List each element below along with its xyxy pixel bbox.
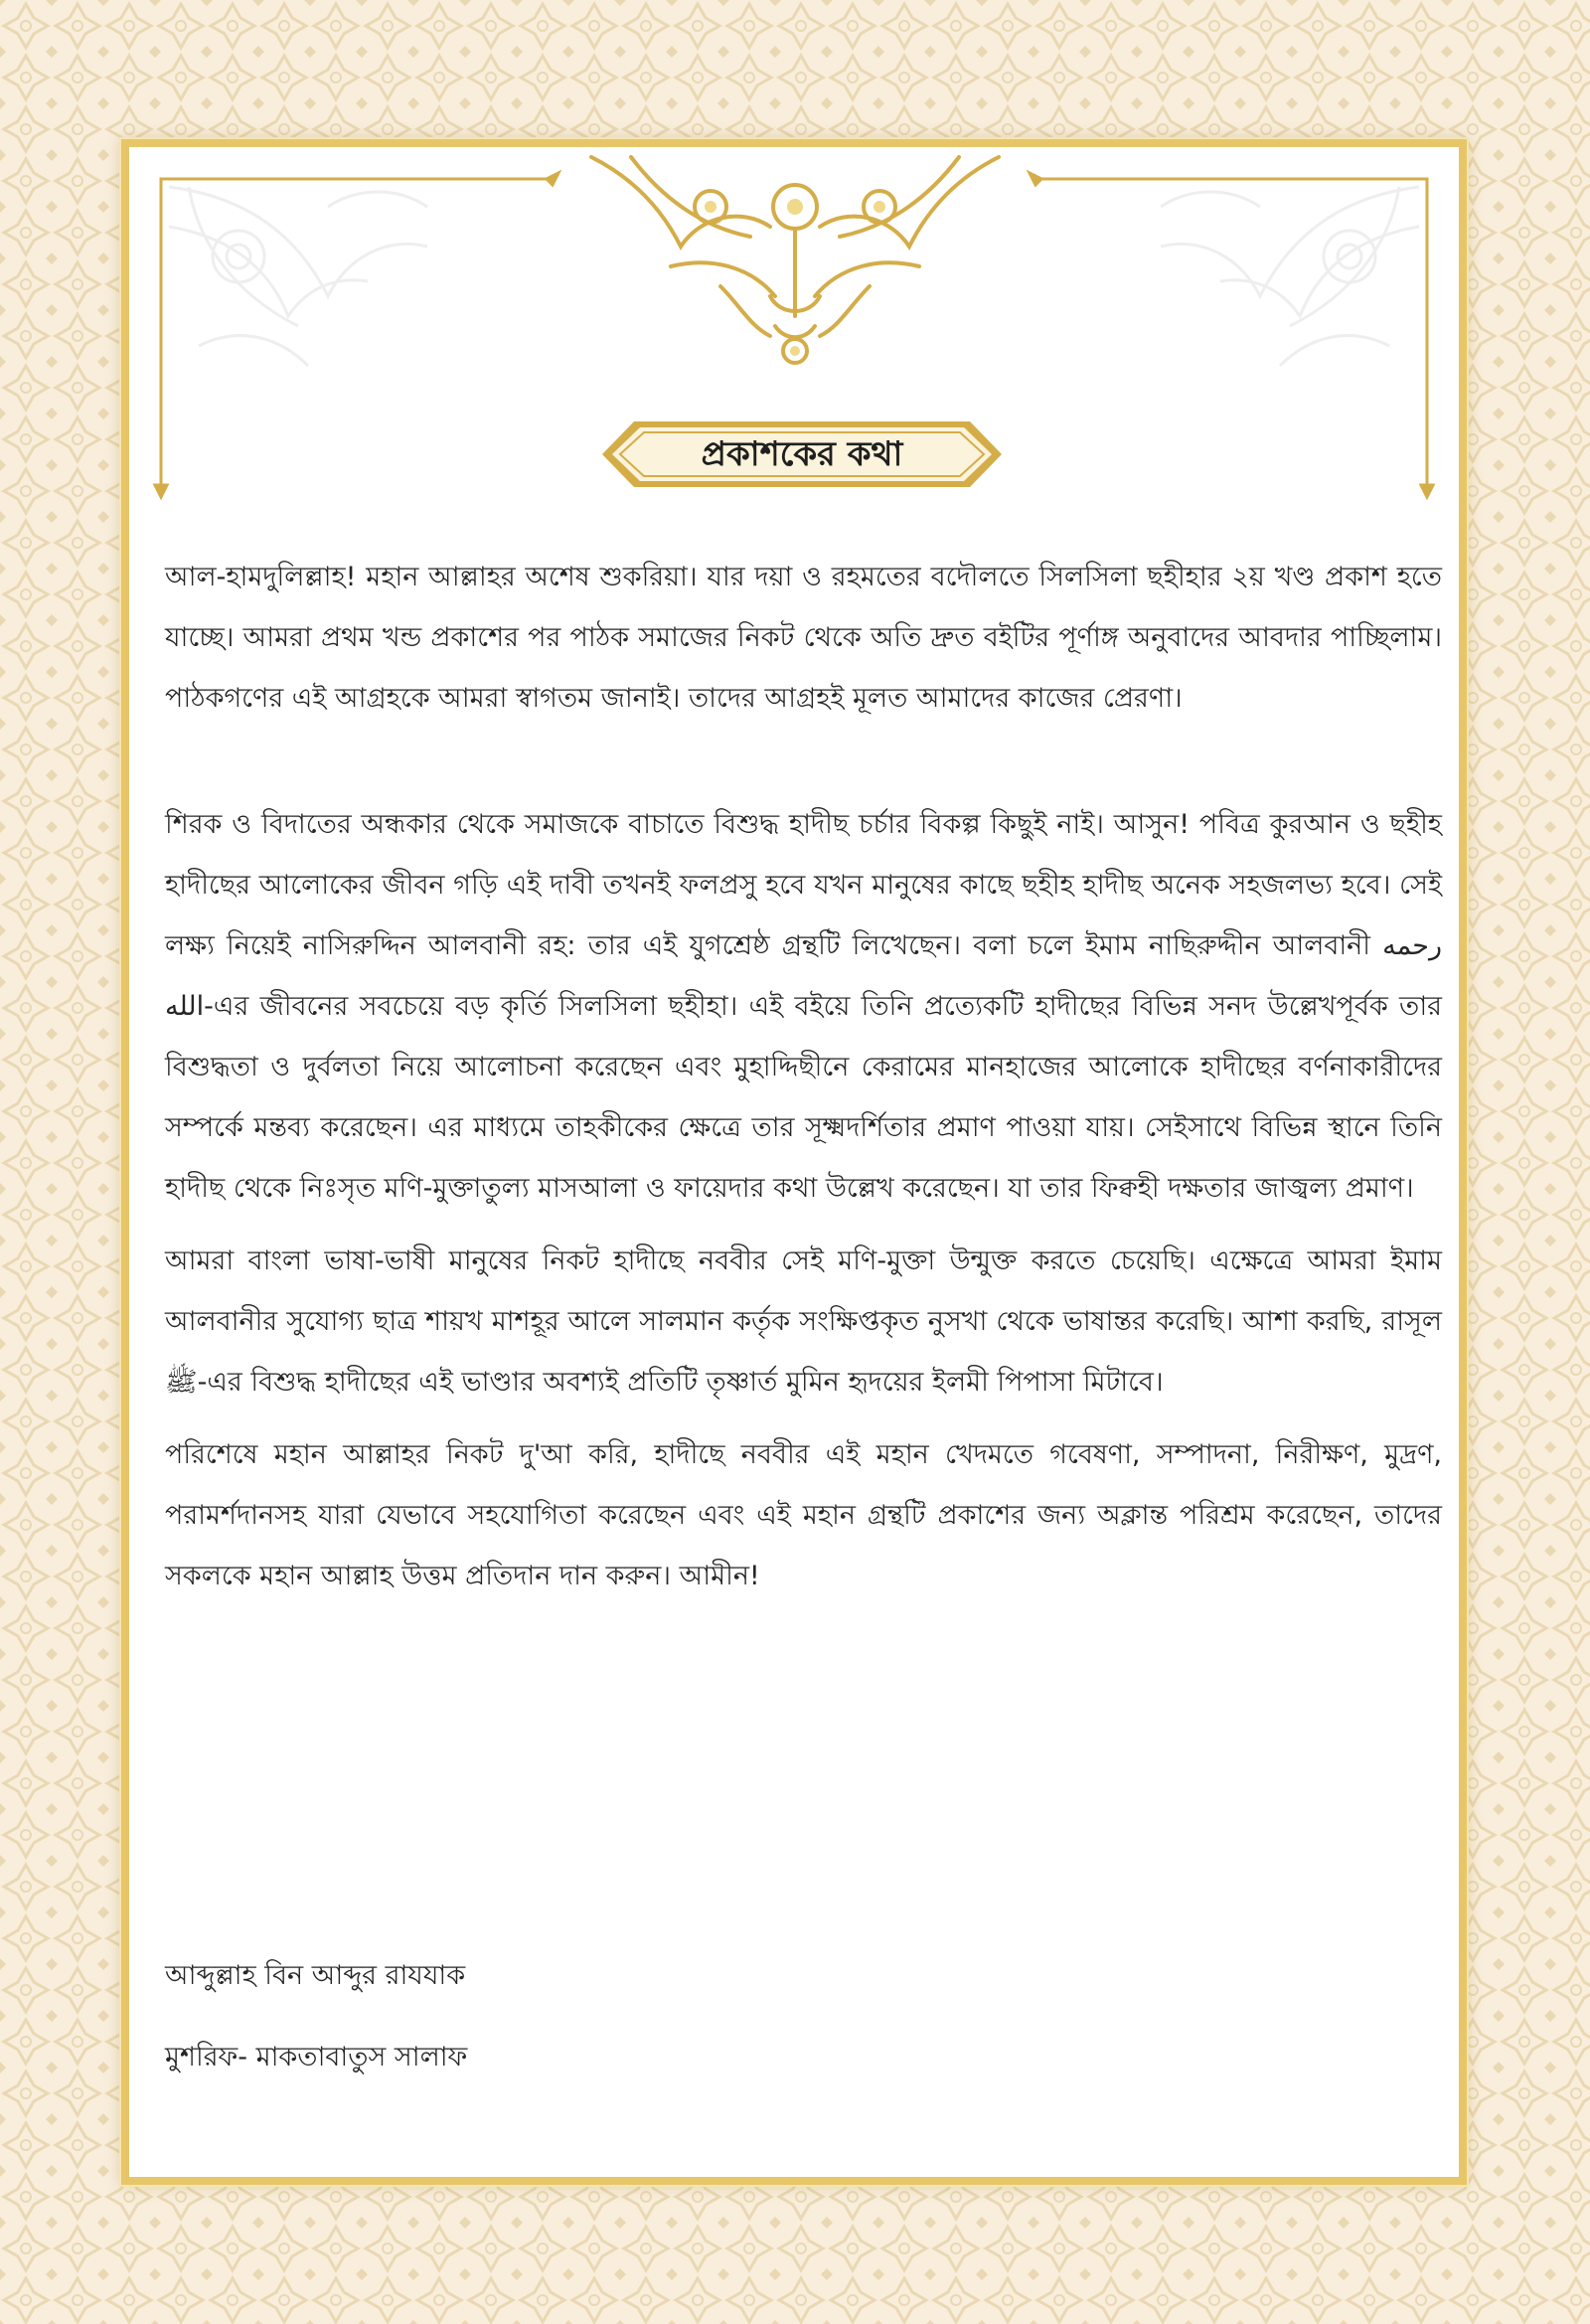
corner-ornament-left — [129, 147, 566, 505]
corner-ornament-right — [1022, 147, 1459, 505]
signature-role: মুশরিফ- মাকতাবাতুস সালাফ — [165, 2042, 468, 2073]
signature-block — [165, 1956, 467, 2077]
page-title: প্রকাশকের কথা — [701, 434, 903, 474]
title-banner — [598, 415, 1006, 493]
top-center-ornament — [571, 147, 1019, 376]
paragraph-1: আল-হামদুলিল্লাহ! মহান আল্লাহর অশেষ শুকরিয়া। যার দয়া ও রহমতের বদৌলতে সিলসিলা ছহীহার ২য় খণ্ড প্রকাশ হতে যাচ্ছে। আমরা প্রথম খন্ড প্রকাশের পর পাঠক সমাজের নিকট থেকে অতি দ্রুত বইটির পূর্ণাঙ্গ অনুবাদের আবদার পাচ্ছিলাম। পাঠকগণের এই আগ্রহকে আমরা স্বাগতম জানাই। তাদের আগ্রহই মূলত আমাদের কাজের প্রেরণা। — [165, 562, 1442, 714]
paragraph-3: আমরা বাংলা ভাষা-ভাষী মানুষের নিকট হাদীছে নববীর সেই মণি-মুক্তা উন্মুক্ত করতে চেয়েছি। এক্ষেত্রে আমরা ইমাম আলবানীর সুযোগ্য ছাত্র শায়খ মাশহূর আলে সালমান কর্তৃক সংক্ষিপ্তকৃত নুসখা থেকে ভাষান্তর করেছি। আশা করছি, রাসূল ﷺ-এর বিশুদ্ধ হাদীছের এই ভাণ্ডার অবশ্যই প্রতিটি তৃষ্ণার্ত মুমিন হৃদয়ের ইলমী পিপাসা মিটাবে। — [165, 1245, 1442, 1398]
paragraph-4: পরিশেষে মহান আল্লাহর নিকট দু'আ করি, হাদীছে নববীর এই মহান খেদমতে গবেষণা, সম্পাদনা, নিরীক্ষণ, মুদ্রণ, পরামর্শদানসহ যারা যেভাবে সহযোগিতা করেছেন এবং এই মহান গ্রন্থটি প্রকাশের জন্য অক্লান্ত পরিশ্রম করেছেন, তাদের সকলকে মহান আল্লাহ উত্তম প্রতিদান দান করুন। আমীন! — [165, 1439, 1442, 1591]
signature-name: আব্দুল্লাহ বিন আব্দুর রাযযাক — [165, 1960, 466, 1991]
paragraph-2: শিরক ও বিদাতের অন্ধকার থেকে সমাজকে বাচাতে বিশুদ্ধ হাদীছ চর্চার বিকল্প কিছুই নাই। আসুন! পবিত্র কুরআন ও ছহীহ হাদীছের আলোকের জীবন গড়ি এই দাবী তখনই ফলপ্রসু হবে যখন মানুষের কাছে ছহীহ হাদীছ অনেক সহজলভ্য হবে। সেই লক্ষ্য নিয়েই নাসিরুদ্দিন আলবানী রহ: তার এই যুগশ্রেষ্ঠ গ্রন্থটি লিখেছেন। বলা চলে ইমাম নাছিরুদ্দীন আলবানী رحمه الله-এর জীবনের সবচেয়ে বড় কৃর্তি সিলসিলা ছহীহা। এই বইয়ে তিনি প্রত্যেকটি হাদীছের বিভিন্ন সনদ উল্লেখপূর্বক তার বিশুদ্ধতা ও দুর্বলতা নিয়ে আলোচনা করেছেন এবং মুহাদ্দিছীনে কেরামের মানহাজের আলোকে হাদীছের বর্ণনাকারীদের সম্পর্কে মন্তব্য করেছেন। এর মাধ্যমে তাহকীকের ক্ষেত্রে তার সূক্ষ্মদর্শিতার প্রমাণ পাওয়া যায়। সেইসাথে বিভিন্ন স্থানে তিনি হাদীছ থেকে নিঃসৃত মণি-মুক্তাতুল্য মাসআলা ও ফায়েদার কথা উল্লেখ করেছেন। যা তার ফিক্বহী দক্ষতার জাজ্বল্য প্রমাণ। — [165, 809, 1442, 1204]
page-frame — [121, 139, 1467, 2185]
body-text — [165, 547, 1442, 1606]
